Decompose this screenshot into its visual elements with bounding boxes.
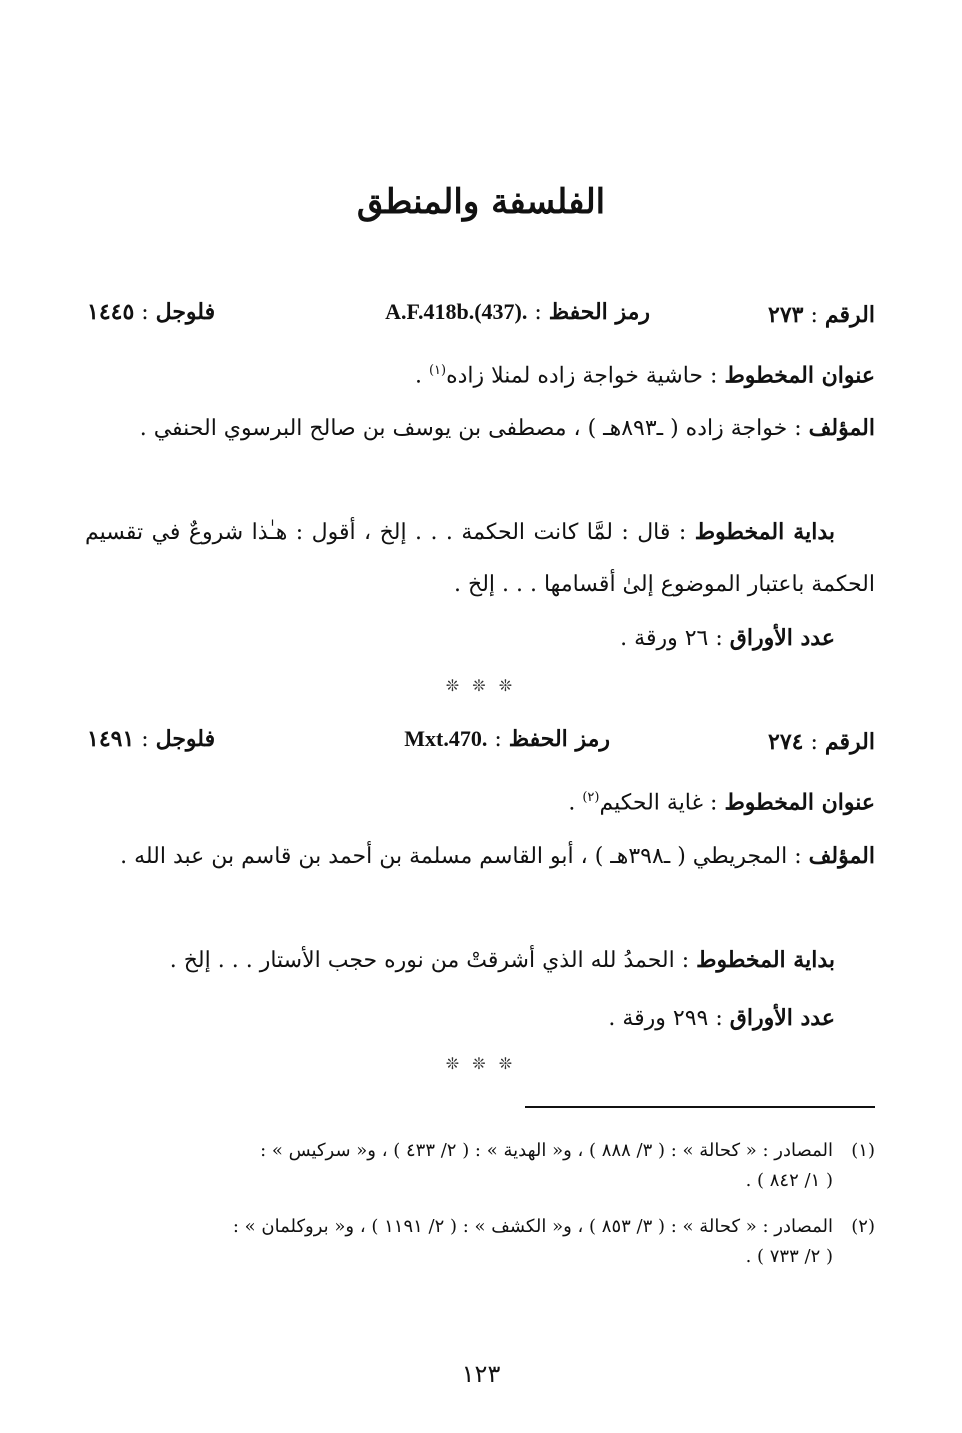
entry-1-beginning: بداية المخطوط : قال : لمَّا كانت الحكمة . . . إلخ ، أقول : هـٰذا شروعٌ في تقسيم الحكمة باعتبار الموضوع إلىٰ أقسامها . . . إلخ .	[85, 519, 875, 597]
page-number: ١٢٣	[461, 1360, 501, 1388]
footnote-1	[85, 1136, 875, 1196]
entry-2-beginning: بداية المخطوط : الحمدُ لله الذي أشرقتْ من نوره حجب الأستار . . . إلخ .	[169, 947, 835, 973]
entry-1-code: رمز الحفظ : A.F.418b.(437).	[385, 299, 650, 325]
entry-1-title: عنوان المخطوط : حاشية خواجة زاده لمنلا زاده$^{(١)}$ .	[414, 362, 875, 389]
separator-1: ❊ ❊ ❊	[445, 676, 517, 695]
footnote-1-number: (١)	[851, 1140, 875, 1161]
footnote-2-number: (٢)	[851, 1216, 875, 1237]
footnote-2-line-1: (٢)المصادر : « كحالة » : ( ٣/ ٨٥٣ ) ، و« الكشف » : ( ٢/ ١١٩١ ) ، و« بروكلمان » :	[85, 1212, 875, 1242]
entry-1-flugel: فلوجل : ١٤٤٥	[87, 299, 216, 325]
footnote-2	[85, 1212, 875, 1272]
entry-1-leaves: عدد الأوراق : ٢٦ ورقة .	[620, 625, 835, 651]
footnote-ref-2: (٢)	[582, 790, 600, 805]
entry-2-number: الرقم : ٢٧٤	[768, 729, 875, 755]
footnote-1-line-2: ( ١/ ٨٤٢ ) .	[745, 1170, 833, 1191]
separator-2: ❊ ❊ ❊	[445, 1054, 517, 1073]
footnote-1-line-1: (١)المصادر : « كحالة » : ( ٣/ ٨٨٨ ) ، و« الهدية » : ( ٢/ ٤٣٣ ) ، و« سركيس » :	[85, 1136, 875, 1166]
footnote-2-line-2: ( ٢/ ٧٣٣ ) .	[745, 1246, 833, 1267]
entry-2-title: عنوان المخطوط : غاية الحكيم$^{(٢)}$ .	[568, 789, 875, 816]
entry-1-number: الرقم : ٢٧٣	[768, 302, 875, 328]
entry-2-code: رمز الحفظ : Mxt.470.	[404, 726, 610, 752]
entry-1-author: المؤلف : خواجة زاده ( ـ٨٩٣هـ ) ، مصطفى بن يوسف بن صالح البرسوي الحنفي .	[139, 415, 875, 441]
footnote-rule	[525, 1106, 875, 1108]
page-title: الفلسفة والمنطق	[356, 182, 606, 222]
entry-2-leaves: عدد الأوراق : ٢٩٩ ورقة .	[608, 1005, 835, 1031]
entry-2-author: المؤلف : المجريطي ( ـ٣٩٨هـ ) ، أبو القاسم مسلمة بن أحمد بن قاسم بن عبد الله .	[120, 843, 875, 869]
footnote-ref-1: (١)	[428, 363, 447, 378]
entry-2-flugel: فلوجل : ١٤٩١	[87, 726, 216, 752]
